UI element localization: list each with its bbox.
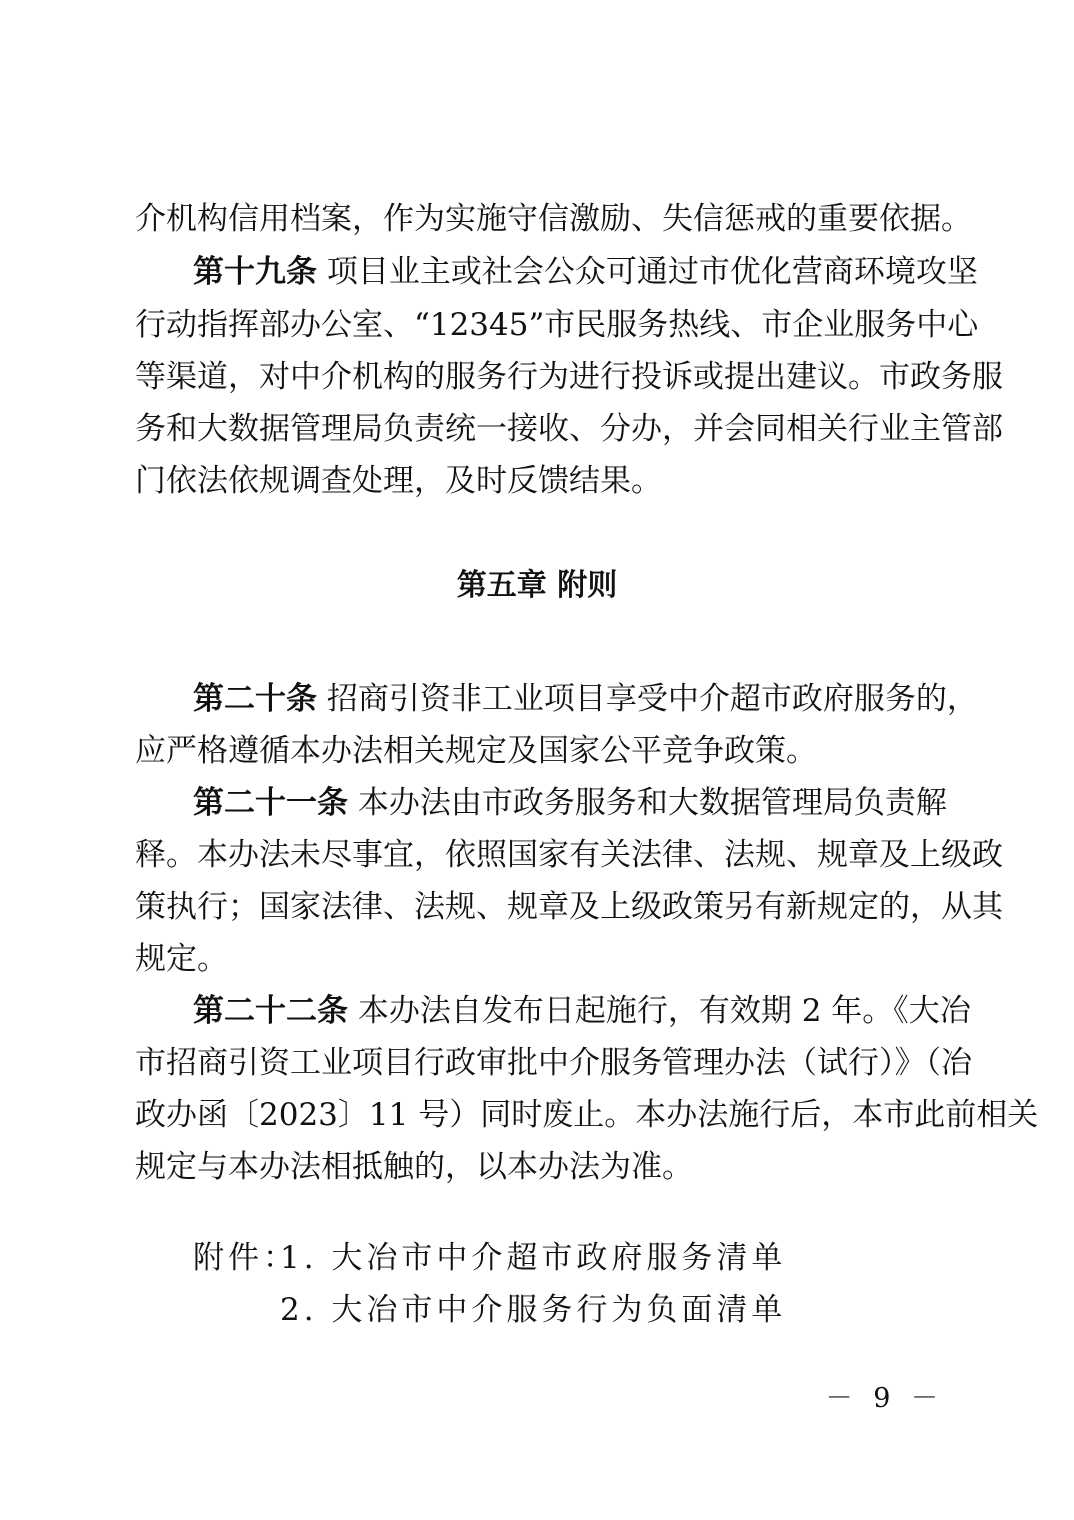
- article-20-first-line: [193, 679, 978, 719]
- attachment-item: 2. 大冶市中介服务行为负面清单: [280, 1292, 787, 1328]
- text-line: 政办函〔2023〕11 号）同时废止。本办法施行后，本市此前相关: [135, 1097, 1039, 1133]
- page-number: － 9 －: [825, 1383, 944, 1414]
- article-22-first-line: [193, 991, 971, 1031]
- text-line: 行动指挥部办公室、“12345”市民服务热线、市企业服务中心: [135, 307, 979, 343]
- text-line: 门依法依规调查处理，及时反馈结果。: [135, 463, 662, 499]
- text-line: 策执行；国家法律、法规、规章及上级政策另有新规定的，从其: [135, 889, 1003, 925]
- text-line: 释。本办法未尽事宜，依照国家有关法律、法规、规章及上级政: [135, 837, 1003, 873]
- text-span: 项目业主或社会公众可通过市优化营商环境攻坚: [326, 254, 978, 290]
- text-line: 务和大数据管理局负责统一接收、分办，并会同相关行业主管部: [135, 411, 1003, 447]
- article-20-heading: 第二十条: [193, 681, 317, 717]
- article-22-heading: 第二十二条: [193, 993, 348, 1029]
- text-span: 本办法由市政务服务和大数据管理局负责解: [357, 785, 947, 821]
- text-line: 规定与本办法相抵触的，以本办法为准。: [135, 1149, 693, 1185]
- text-span: 招商引资非工业项目享受中介超市政府服务的，: [326, 681, 978, 717]
- attachments-label: 附件：: [193, 1240, 298, 1276]
- text-line: 介机构信用档案，作为实施守信激励、失信惩戒的重要依据。: [135, 201, 972, 237]
- text-line: 市招商引资工业项目行政审批中介服务管理办法（试行）》（冶: [135, 1045, 972, 1081]
- chapter-heading: 第五章 附则: [456, 568, 618, 603]
- text-line: 规定。: [135, 941, 228, 977]
- article-21-first-line: [193, 783, 947, 823]
- article-19-heading: 第十九条: [193, 254, 317, 290]
- article-21-heading: 第二十一条: [193, 785, 348, 821]
- article-19-first-line: [193, 252, 978, 292]
- text-line: 应严格遵循本办法相关规定及国家公平竞争政策。: [135, 733, 817, 769]
- text-span: 本办法自发布日起施行，有效期 2 年。《大冶: [357, 993, 971, 1029]
- text-line: 等渠道，对中介机构的服务行为进行投诉或提出建议。市政务服: [135, 359, 1003, 395]
- attachment-item: 1. 大冶市中介超市政府服务清单: [280, 1240, 787, 1276]
